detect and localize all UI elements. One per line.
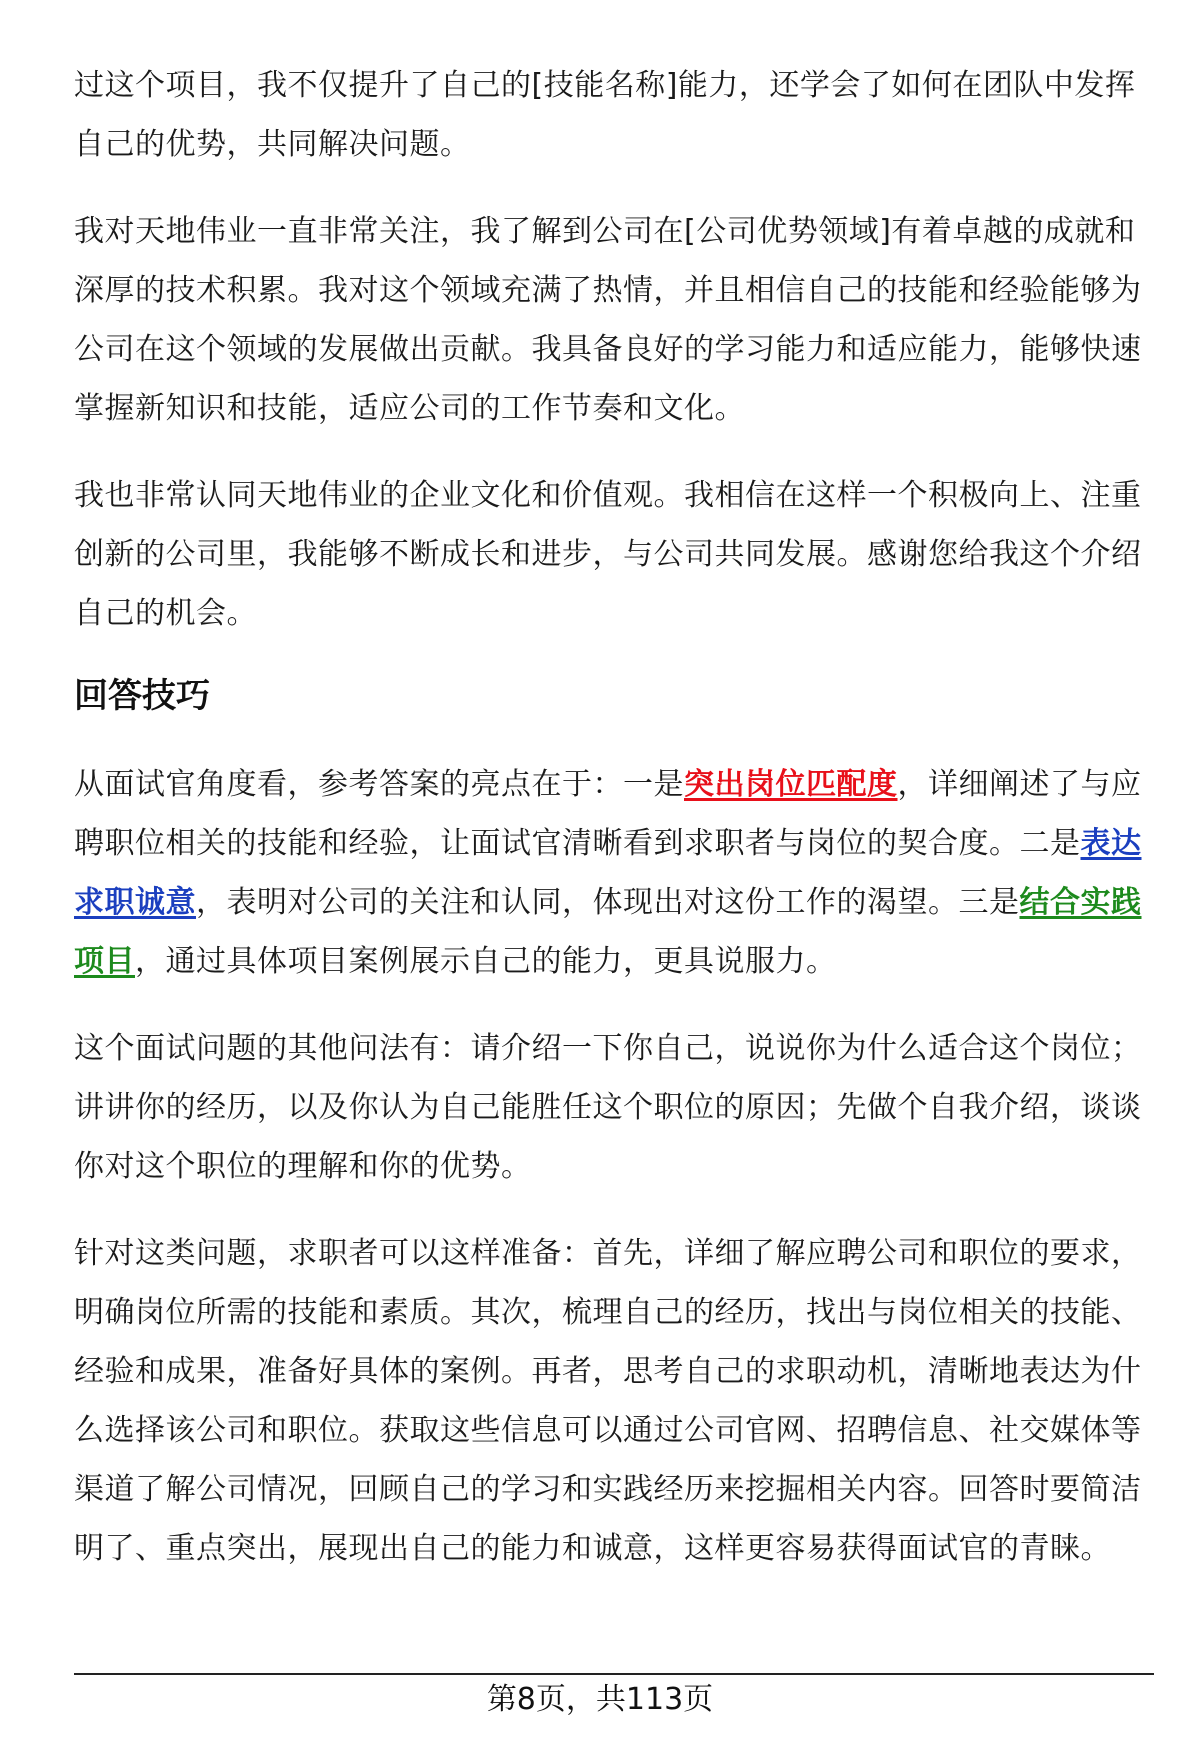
paragraph: 针对这类问题，求职者可以这样准备：首先，详细了解应聘公司和职位的要求，明确岗位所需的技能和素质。其次，梳理自己的经历，找出与岗位相关的技能、经验和成果，准备好具体的案例。再者，思考自己的求职动机，清晰地表达为什么选择该公司和职位。获取这些信息可以通过公司官网、招聘信息、社交媒体等渠道了解公司情况，回顾自己的学习和实践经历来挖掘相关内容。回答时要简洁明了、重点突出，展现出自己的能力和诚意，这样更容易获得面试官的青睐。 xyxy=(74,1236,1142,1566)
text-run: ，通过具体项目案例展示自己的能力，更具说服力。 xyxy=(135,944,837,979)
document-page xyxy=(74,56,1144,1606)
text-run: ，详细阐述了与应聘职位相关的技能和经验，让面试官清晰看到求职者与岗位的契合度。二是 xyxy=(74,767,1142,861)
highlight-paragraph xyxy=(74,755,1144,991)
paragraph: 这个面试问题的其他问法有：请介绍一下你自己，说说你为什么适合这个岗位；讲讲你的经历，以及你认为自己能胜任这个职位的原因；先做个自我介绍，谈谈你对这个职位的理解和你的优势。 xyxy=(74,1031,1142,1184)
page-number: 第8页，共113页 xyxy=(486,1682,714,1717)
paragraph: 我对天地伟业一直非常关注，我了解到公司在[公司优势领域]有着卓越的成就和深厚的技术积累。我对这个领域充满了热情，并且相信自己的技能和经验能够为公司在这个领域的发展做出贡献。我具备良好的学习能力和适应能力，能够快速掌握新知识和技能，适应公司的工作节奏和文化。 xyxy=(74,214,1142,426)
text-run: 从面试官角度看，参考答案的亮点在于：一是 xyxy=(74,767,684,802)
highlight-sincerity: 表达求职诚意 xyxy=(74,826,1142,920)
footer-divider xyxy=(74,1673,1154,1675)
section-heading: 回答技巧 xyxy=(74,676,210,716)
highlight-job-match: 突出岗位匹配度 xyxy=(684,767,898,802)
paragraph: 过这个项目，我不仅提升了自己的[技能名称]能力，还学会了如何在团队中发挥自己的优势，共同解决问题。 xyxy=(74,68,1136,162)
highlight-practice-project: 结合实践项目 xyxy=(74,885,1142,979)
paragraph: 我也非常认同天地伟业的企业文化和价值观。我相信在这样一个积极向上、注重创新的公司里，我能够不断成长和进步，与公司共同发展。感谢您给我这个介绍自己的机会。 xyxy=(74,478,1142,631)
text-run: ，表明对公司的关注和认同，体现出对这份工作的渴望。三是 xyxy=(196,885,1020,920)
